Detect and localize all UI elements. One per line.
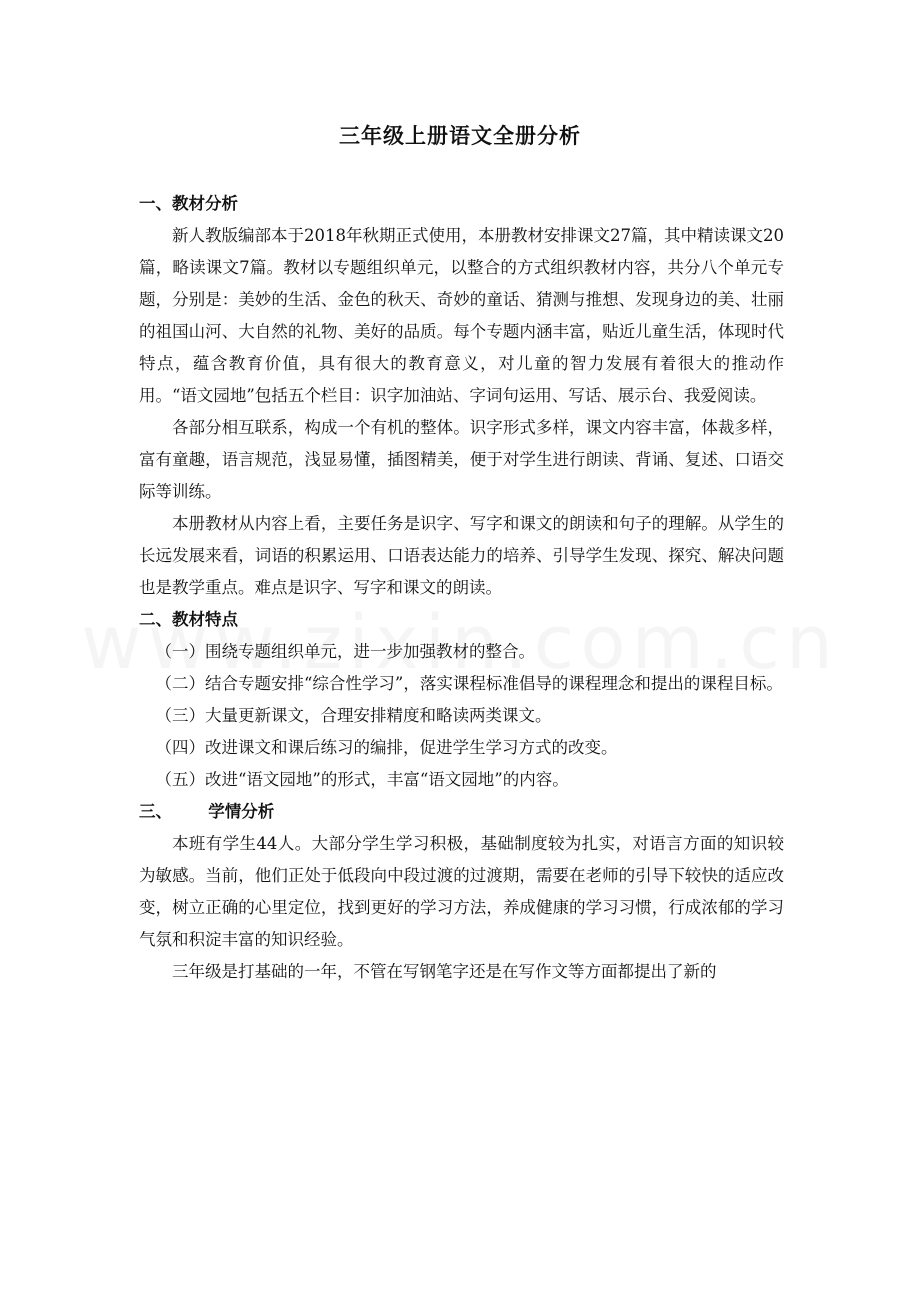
section2-item-2: （二）结合专题安排“综合性学习”，落实课程标准倡导的课程理念和提出的课程目标。 [155, 674, 783, 693]
section3-paragraph-1: 本班有学生44人。大部分学生学习积极，基础制度较为扎实，对语言方面的知识较为敏感。当前，他们正处于低段向中段过渡的过渡期，需要在老师的引导下较快的适应改变，树立正确的心里定位，找到更好的学习方法，养成健康的学习习惯，行成浓郁的学习气氛和积淀丰富的知识经验。 [139, 834, 784, 949]
section3-paragraph-2: 三年级是打基础的一年，不管在写钢笔字还是在写作文等方面都提出了新的 [172, 962, 717, 981]
section3-heading [139, 796, 784, 828]
section1-heading: 一、教材分析 [139, 194, 238, 213]
section2-heading: 二、教材特点 [139, 610, 238, 629]
section1-paragraph-2: 各部分相互联系，构成一个有机的整体。识字形式多样，课文内容丰富，体裁多样，富有童趣，语言规范，浅显易懂，插图精美，便于对学生进行朗读、背诵、复述、口语交际等训练。 [139, 418, 784, 501]
section1-paragraph-1: 新人教版编部本于2018年秋期正式使用，本册教材安排课文27篇，其中精读课文20篇，略读课文7篇。教材以专题组织单元，以整合的方式组织教材内容，共分八个单元专题，分别是：美妙的生活、金色的秋天、奇妙的童话、猜测与推想、发现身边的美、壮丽的祖国山河、大自然的礼物、美好的品质。每个专题内涵丰富，贴近儿童生活，体现时代特点，蕴含教育价值，具有很大的教育意义，对儿童的智力发展有着很大的推动作用。“语文园地”包括五个栏目：识字加油站、字词句运用、写话、展示台、我爱阅读。 [139, 226, 784, 405]
section3-heading-text: 学情分析 [208, 802, 275, 821]
document-body [139, 188, 784, 988]
section1-paragraph-3: 本册教材从内容上看，主要任务是识字、写字和课文的朗读和句子的理解。从学生的长远发展来看，词语的积累运用、口语表达能力的培养、引导学生发现、探究、解决问题也是教学重点。难点是识字、写字和课文的朗读。 [139, 514, 784, 597]
section2-item-5: （五）改进“语文园地”的形式，丰富“语文园地”的内容。 [155, 770, 569, 789]
section2-item-1: （一）围绕专题组织单元，进一步加强教材的整合。 [155, 642, 535, 661]
document-title: 三年级上册语文全册分析 [339, 123, 581, 148]
section2-item-4: （四）改进课文和课后练习的编排，促进学生学习方式的改变。 [155, 738, 618, 757]
section2-item-3: （三）大量更新课文，合理安排精度和略读两类课文。 [155, 706, 552, 725]
section3-heading-number: 三、 [139, 802, 172, 821]
